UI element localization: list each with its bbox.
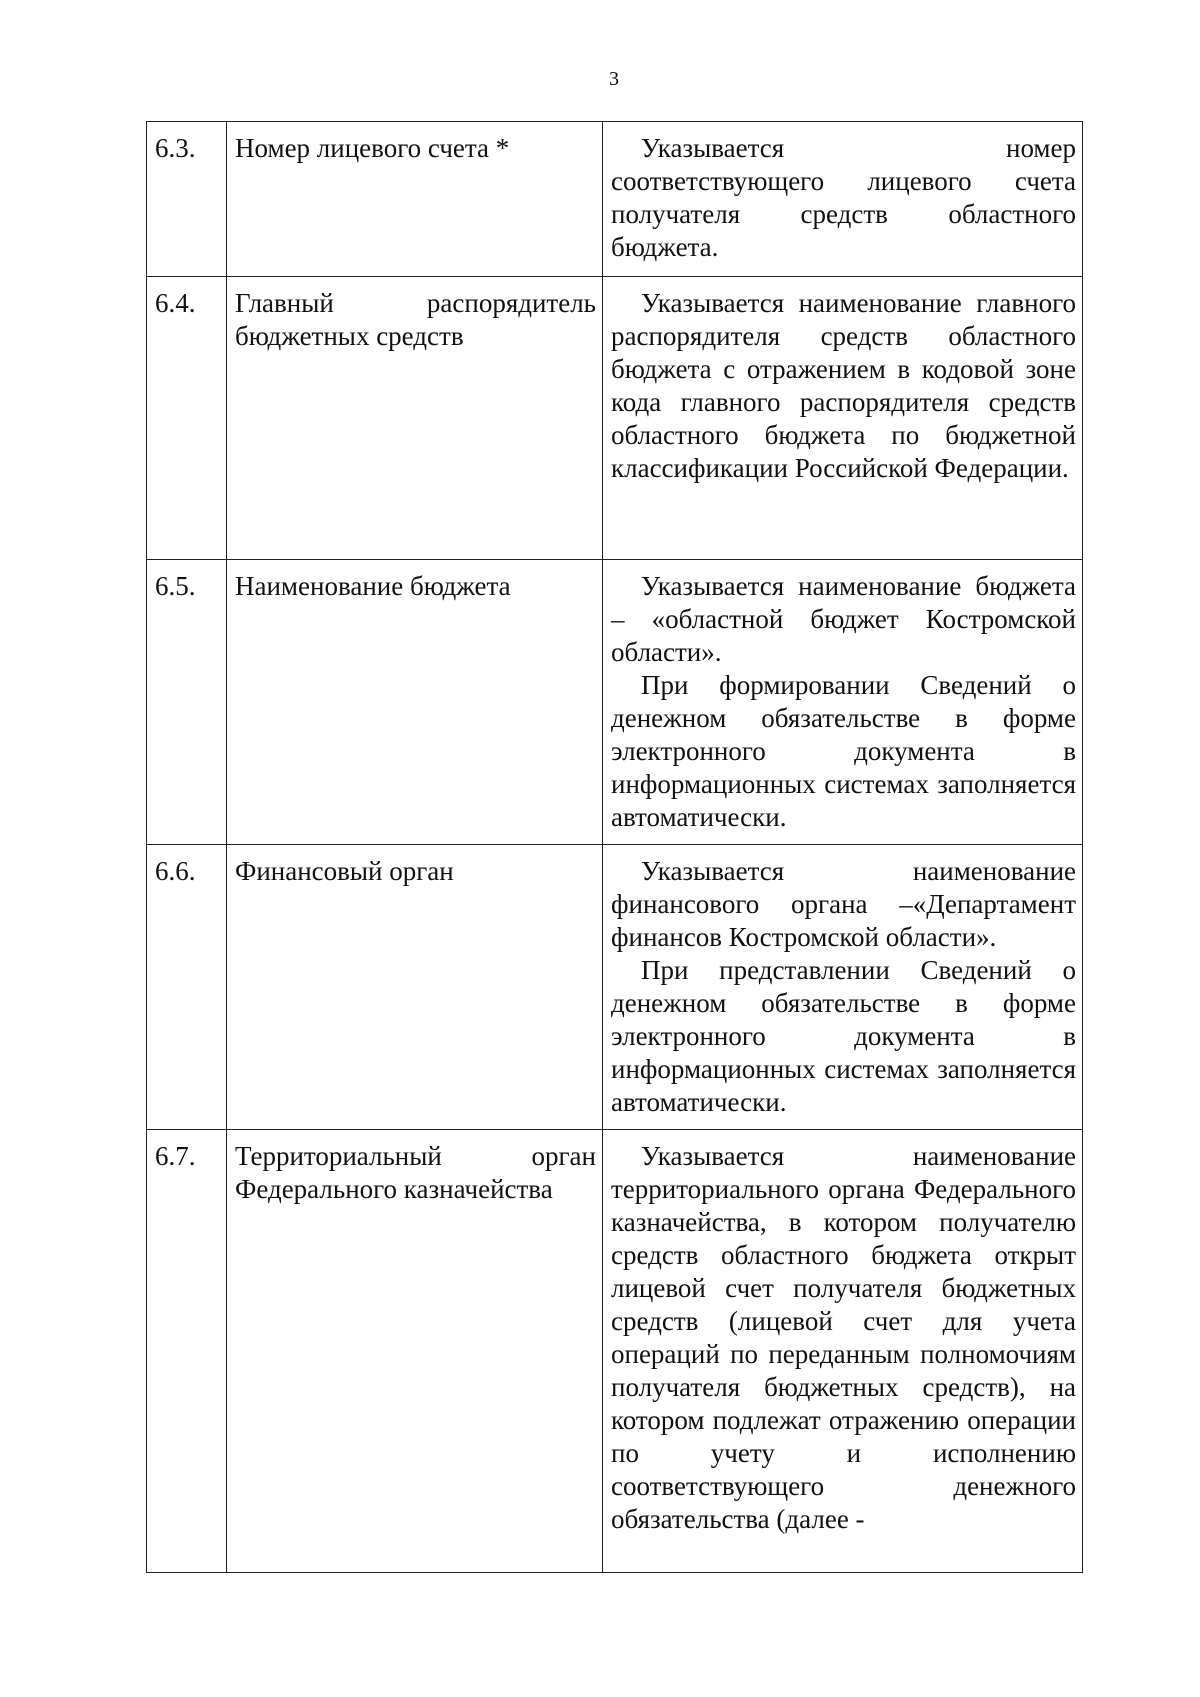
description-paragraph: Указывается наименование территориального органа Федерального казначейства, в котором получателю средств областного бюджета открыт лицевой счет получателя бюджетных средств (лицевой счет для учета операций по переданным полномочиям получателя бюджетных средств), на котором подлежат отражению операции по учету и исполнению соответствующего денежного обязательства (далее - <box>611 1141 1076 1534</box>
table-row <box>147 1130 1083 1573</box>
table-row <box>147 845 1083 1130</box>
row-number: 6.6. <box>147 845 227 1130</box>
table-row <box>147 560 1083 845</box>
table-row <box>147 122 1083 277</box>
row-number: 6.5. <box>147 560 227 845</box>
description-paragraph: Указывается наименование бюджета – «областной бюджет Костромской области». <box>611 571 1076 667</box>
description-paragraph: Указывается номер соответствующего лицевого счета получателя средств областного бюджета. <box>611 133 1076 262</box>
row-number: 6.3. <box>147 122 227 277</box>
table-row <box>147 277 1083 560</box>
field-description <box>603 122 1083 277</box>
page-number: 3 <box>609 68 619 90</box>
field-description <box>603 277 1083 560</box>
fields-table <box>146 121 1083 1573</box>
field-name: Территориальный орган Федерального казначейства <box>227 1130 603 1573</box>
field-description <box>603 560 1083 845</box>
field-description <box>603 1130 1083 1573</box>
row-number: 6.4. <box>147 277 227 560</box>
field-name: Номер лицевого счета * <box>227 122 603 277</box>
description-paragraph: При формировании Сведений о денежном обязательстве в форме электронного документа в информационных системах заполняется автоматически. <box>611 670 1076 832</box>
description-paragraph: Указывается наименование главного распорядителя средств областного бюджета с отражением в кодовой зоне кода главного распорядителя средств областного бюджета по бюджетной классификации Российской Федерации. <box>611 288 1076 483</box>
field-name: Наименование бюджета <box>227 560 603 845</box>
row-number: 6.7. <box>147 1130 227 1573</box>
description-paragraph: При представлении Сведений о денежном обязательстве в форме электронного документа в информационных системах заполняется автоматически. <box>611 955 1076 1117</box>
field-name: Финансовый орган <box>227 845 603 1130</box>
field-description <box>603 845 1083 1130</box>
field-name: Главный распорядитель бюджетных средств <box>227 277 603 560</box>
description-paragraph: Указывается наименование финансового органа –«Департамент финансов Костромской области». <box>611 856 1076 952</box>
